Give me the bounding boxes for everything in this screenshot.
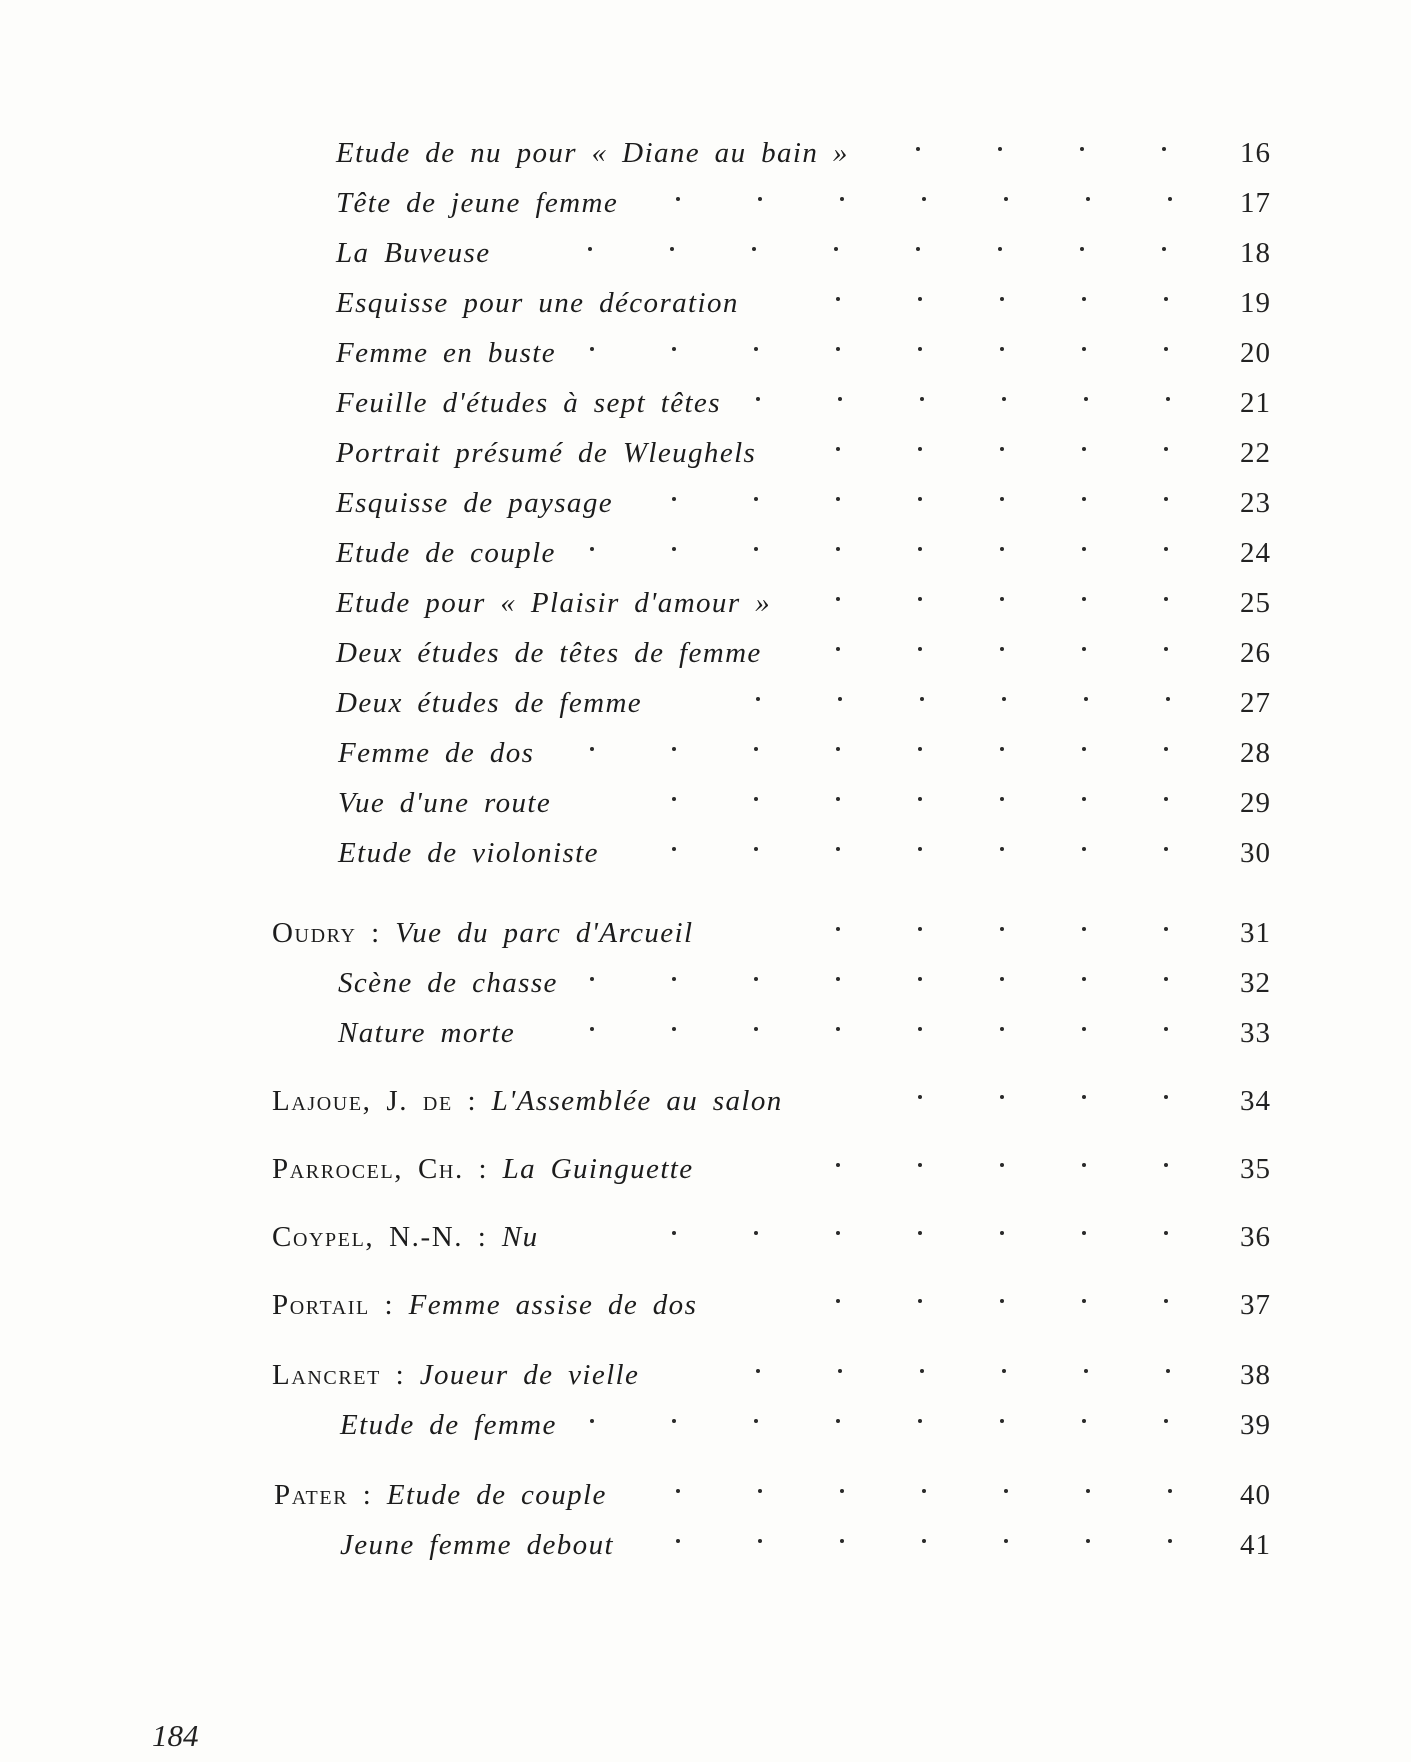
entry-page-number: 24 <box>1240 537 1271 569</box>
entry-page-number: 21 <box>1240 387 1271 419</box>
entry-title: Nu <box>501 1221 539 1253</box>
dot-leader <box>756 1369 1176 1375</box>
artist-separator: : <box>463 1221 502 1253</box>
entry-page-number: 16 <box>1240 137 1271 169</box>
toc-entry <box>0 335 1411 385</box>
entry-label <box>338 1015 515 1051</box>
entry-page-number: 18 <box>1240 237 1271 269</box>
entry-title: Femme de dos <box>338 737 535 769</box>
page-folio: 184 <box>152 1718 199 1753</box>
dot-leader <box>676 1539 1176 1545</box>
entry-label <box>336 535 556 571</box>
entry-title: Feuille d'études à sept têtes <box>336 387 721 419</box>
entry-label <box>336 135 849 171</box>
entry-label <box>336 185 618 221</box>
entry-page-number: 33 <box>1240 1017 1271 1049</box>
artist-separator: : <box>463 1153 503 1185</box>
entry-artist: Portail <box>272 1289 370 1321</box>
toc-entry <box>0 585 1411 635</box>
entry-title: Etude de couple <box>386 1479 607 1511</box>
entry-label <box>336 485 613 521</box>
entry-label <box>338 785 551 821</box>
artist-separator: : <box>369 1289 409 1321</box>
artist-separator: : <box>348 1479 387 1511</box>
dot-leader <box>836 647 1176 653</box>
toc-entry <box>0 1287 1411 1337</box>
toc-entry <box>0 965 1411 1015</box>
entry-page-number: 32 <box>1240 967 1271 999</box>
dot-leader <box>836 447 1176 453</box>
dot-leader <box>836 1163 1176 1169</box>
dot-leader <box>916 147 1176 153</box>
entry-label <box>340 1407 557 1443</box>
dot-leader <box>588 247 1178 253</box>
toc-entry <box>0 385 1411 435</box>
entry-label <box>272 1357 639 1393</box>
dot-leader <box>836 1299 1176 1305</box>
entry-label <box>340 1527 614 1563</box>
dot-leader <box>676 197 1176 203</box>
dot-leader <box>836 297 1176 303</box>
entry-artist: Oudry <box>272 917 357 949</box>
entry-artist: Coypel, N.-N. <box>272 1221 464 1253</box>
entry-page-number: 27 <box>1240 687 1271 719</box>
artist-separator: : <box>356 917 396 949</box>
dot-leader <box>918 1095 1178 1101</box>
entry-label <box>338 965 558 1001</box>
entry-title: Etude de violoniste <box>338 837 599 869</box>
artist-separator: : <box>380 1359 420 1391</box>
entry-title: Esquisse pour une décoration <box>336 287 739 319</box>
entry-artist: Lancret <box>272 1359 381 1391</box>
entry-artist: Parrocel, Ch. <box>272 1153 464 1185</box>
dot-leader <box>590 1027 1180 1033</box>
toc-entry <box>0 185 1411 235</box>
dot-leader <box>756 397 1176 403</box>
toc-entry <box>0 915 1411 965</box>
entry-label <box>336 235 491 271</box>
entry-page-number: 17 <box>1240 187 1271 219</box>
toc-entry <box>0 235 1411 285</box>
dot-leader <box>590 547 1180 553</box>
toc-entry <box>0 1083 1411 1133</box>
entry-title: Femme en buste <box>336 337 557 369</box>
entry-page-number: 20 <box>1240 337 1271 369</box>
entry-page-number: 37 <box>1240 1289 1271 1321</box>
toc-entry <box>0 435 1411 485</box>
entry-page-number: 31 <box>1240 917 1271 949</box>
entry-page-number: 19 <box>1240 287 1271 319</box>
toc-entry <box>0 685 1411 735</box>
entry-title: Vue du parc d'Arcueil <box>395 917 694 949</box>
entry-title: L'Assemblée au salon <box>491 1085 783 1117</box>
toc-entry <box>0 1219 1411 1269</box>
entry-title: Nature morte <box>338 1017 516 1049</box>
entry-label <box>338 835 599 871</box>
entry-artist: Pater <box>274 1479 349 1511</box>
entry-label <box>274 1477 607 1513</box>
entry-title: Vue d'une route <box>338 787 552 819</box>
dot-leader <box>672 847 1182 853</box>
entry-page-number: 35 <box>1240 1153 1271 1185</box>
toc-entry <box>0 1527 1411 1577</box>
dot-leader <box>590 977 1180 983</box>
toc-entry <box>0 1015 1411 1065</box>
entry-page-number: 41 <box>1240 1529 1271 1561</box>
entry-label <box>272 1083 783 1119</box>
entry-label <box>336 285 739 321</box>
dot-leader <box>590 1419 1180 1425</box>
dot-leader <box>590 747 1180 753</box>
entry-title: Femme assise de dos <box>408 1289 698 1321</box>
entry-title: La Buveuse <box>336 237 491 269</box>
entry-label <box>272 1219 539 1255</box>
toc-entry <box>0 285 1411 335</box>
entry-page-number: 28 <box>1240 737 1271 769</box>
artist-separator: : <box>452 1085 492 1117</box>
entry-label <box>336 635 762 671</box>
entry-label <box>272 915 693 951</box>
dot-leader <box>756 697 1176 703</box>
entry-page-number: 38 <box>1240 1359 1271 1391</box>
dot-leader <box>836 597 1176 603</box>
entry-title: Joueur de vielle <box>419 1359 640 1391</box>
entry-label <box>272 1287 697 1323</box>
entry-title: Jeune femme debout <box>340 1529 614 1561</box>
toc-entry <box>0 735 1411 785</box>
entry-page-number: 26 <box>1240 637 1271 669</box>
entry-title: Esquisse de paysage <box>336 487 614 519</box>
entry-title: Etude pour « Plaisir d'amour » <box>336 587 772 619</box>
dot-leader <box>672 497 1182 503</box>
toc-entry <box>0 835 1411 885</box>
entry-title: Deux études de têtes de femme <box>336 637 762 669</box>
toc-entry <box>0 485 1411 535</box>
entry-label <box>336 335 556 371</box>
toc-entry <box>0 535 1411 585</box>
entry-page-number: 25 <box>1240 587 1271 619</box>
entry-label <box>336 585 771 621</box>
entry-title: Etude de couple <box>336 537 556 569</box>
entry-page-number: 36 <box>1240 1221 1271 1253</box>
toc-entry <box>0 1407 1411 1457</box>
entry-title: Etude de nu pour « Diane au bain » <box>336 137 849 169</box>
entry-page-number: 34 <box>1240 1085 1271 1117</box>
entry-artist: Lajoue, J. de <box>272 1085 453 1117</box>
dot-leader <box>590 347 1180 353</box>
entry-label <box>336 685 642 721</box>
dot-leader <box>672 1231 1182 1237</box>
entry-title: La Guinguette <box>502 1153 694 1185</box>
entry-title: Scène de chasse <box>338 967 558 999</box>
dot-leader <box>836 927 1176 933</box>
dot-leader <box>676 1489 1176 1495</box>
entry-title: Deux études de femme <box>336 687 643 719</box>
toc-entry <box>0 1357 1411 1407</box>
toc-entry <box>0 1151 1411 1201</box>
dot-leader <box>672 797 1182 803</box>
entry-title: Portrait présumé de Wleughels <box>336 437 757 469</box>
entry-page-number: 30 <box>1240 837 1271 869</box>
entry-page-number: 23 <box>1240 487 1271 519</box>
entry-page-number: 22 <box>1240 437 1271 469</box>
toc-entry <box>0 135 1411 185</box>
entry-title: Etude de femme <box>340 1409 557 1441</box>
entry-label <box>336 435 756 471</box>
toc-entry <box>0 1477 1411 1527</box>
entry-title: Tête de jeune femme <box>336 187 619 219</box>
entry-page-number: 29 <box>1240 787 1271 819</box>
toc-entry <box>0 635 1411 685</box>
toc-entry <box>0 785 1411 835</box>
entry-label <box>272 1151 694 1187</box>
entry-label <box>338 735 534 771</box>
entry-page-number: 40 <box>1240 1479 1271 1511</box>
entry-label <box>336 385 721 421</box>
entry-page-number: 39 <box>1240 1409 1271 1441</box>
